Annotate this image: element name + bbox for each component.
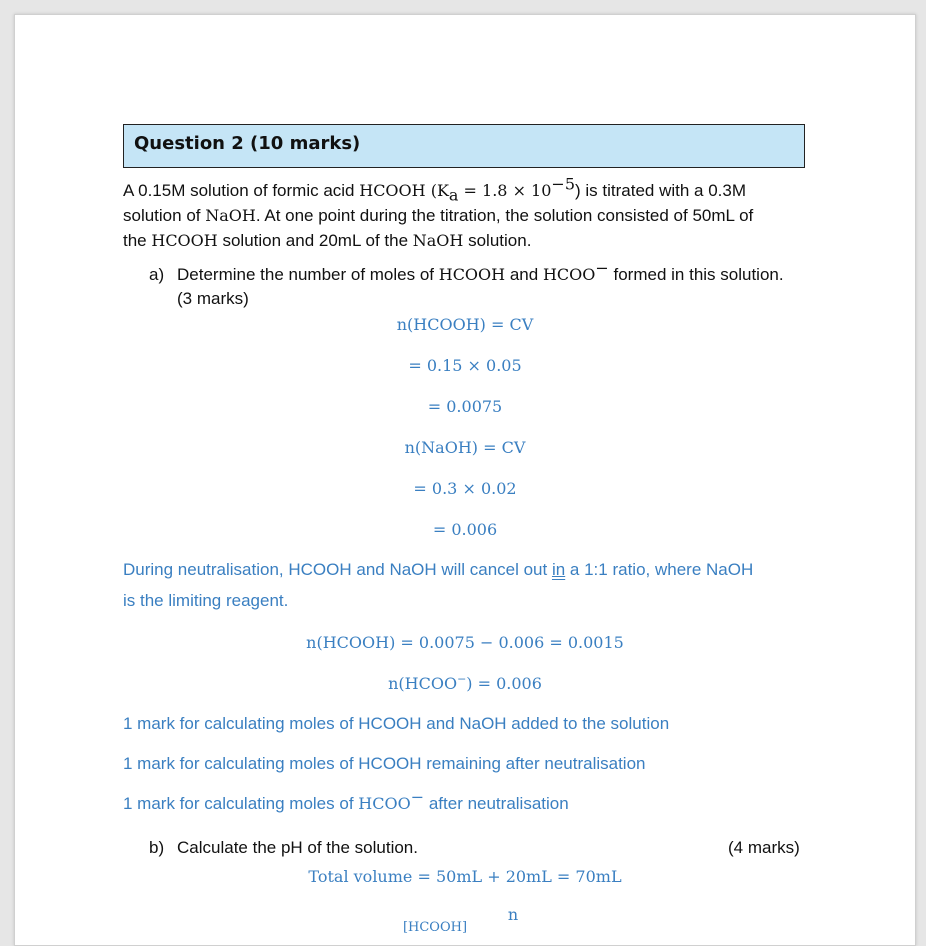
- equation-part: n(HCOO: [388, 674, 458, 693]
- intro-text: ) is titrated with a 0.3M: [575, 181, 747, 200]
- answer-text-underlined: in: [551, 560, 566, 579]
- intro-text: solution.: [463, 231, 532, 250]
- document-page: [14, 14, 916, 946]
- answer-text: During neutralisation, HCOOH and NaOH will cancel out: [123, 560, 552, 579]
- formula-hcoo: HCOO: [358, 794, 411, 813]
- neutralisation-line-2: is the limiting reagent.: [123, 591, 289, 610]
- part-a-label: a): [149, 265, 165, 284]
- ka-value: = 1.8 × 10: [458, 181, 552, 200]
- intro-line-2: [123, 203, 753, 228]
- equation-hcoo-formed: [15, 674, 915, 693]
- part-a-text: and: [505, 265, 543, 284]
- formula-hcoo: HCOO: [542, 265, 596, 284]
- marking-criterion-3: [123, 787, 569, 814]
- answer-text: after neutralisation: [424, 794, 569, 813]
- formula-hcooh: HCOOH: [438, 265, 506, 284]
- part-b-marks: (4 marks): [728, 838, 800, 857]
- part-a-text: Determine the number of moles of: [177, 265, 439, 284]
- part-a-question: [177, 258, 784, 287]
- marking-criterion-2: 1 mark for calculating moles of HCOOH remaining after neutralisation: [123, 754, 646, 773]
- part-a-marks: (3 marks): [177, 289, 249, 308]
- ka-subscript: a: [448, 185, 459, 205]
- intro-line-3: [123, 228, 531, 253]
- question-title: Question 2 (10 marks): [134, 133, 361, 154]
- equation-n-hcooh: n(HCOOH) = CV: [396, 315, 534, 334]
- answer-text: 1 mark for calculating moles of: [123, 794, 359, 813]
- intro-text: solution and 20mL of the: [217, 231, 413, 250]
- intro-line-1: [123, 174, 747, 205]
- charge-superscript: −: [410, 787, 425, 807]
- equation-total-volume: Total volume = 50mL + 20mL = 70mL: [308, 867, 622, 886]
- part-a-text: formed in this solution.: [608, 265, 784, 284]
- part-b-question: Calculate the pH of the solution.: [177, 838, 418, 857]
- formula-hcooh: HCOOH: [151, 231, 218, 250]
- formula-naoh: NaOH: [205, 206, 256, 225]
- equation-part: ) = 0.006: [466, 674, 542, 693]
- formula-hcooh: HCOOH (K: [359, 181, 449, 200]
- equation-concentration-lhs: [HCOOH]: [402, 920, 468, 935]
- equation-n-naoh: n(NaOH) = CV: [404, 438, 526, 457]
- intro-text: the: [123, 231, 152, 250]
- question-header: [123, 124, 805, 168]
- formula-naoh: NaOH: [412, 231, 464, 250]
- equation-hcooh-remaining: n(HCOOH) = 0.0075 − 0.006 = 0.0015: [306, 633, 624, 652]
- charge-superscript: −: [595, 258, 609, 278]
- ka-exponent: −5: [551, 174, 576, 194]
- intro-text: . At one point during the titration, the solution consisted of 50mL of: [255, 206, 754, 225]
- intro-text: A 0.15M solution of formic acid: [123, 181, 360, 200]
- neutralisation-line-1: [123, 560, 753, 580]
- charge-superscript: −: [457, 672, 467, 686]
- equation-fraction-numerator: n: [507, 905, 519, 924]
- equation-result: = 0.006: [432, 520, 498, 539]
- answer-text: a 1:1 ratio, where NaOH: [565, 560, 754, 579]
- equation-step: = 0.15 × 0.05: [408, 356, 522, 375]
- marking-criterion-1: 1 mark for calculating moles of HCOOH and NaOH added to the solution: [123, 714, 670, 733]
- equation-step: = 0.3 × 0.02: [413, 479, 517, 498]
- part-b-label: b): [149, 838, 165, 857]
- equation-result: = 0.0075: [427, 397, 503, 416]
- intro-text: solution of: [123, 206, 206, 225]
